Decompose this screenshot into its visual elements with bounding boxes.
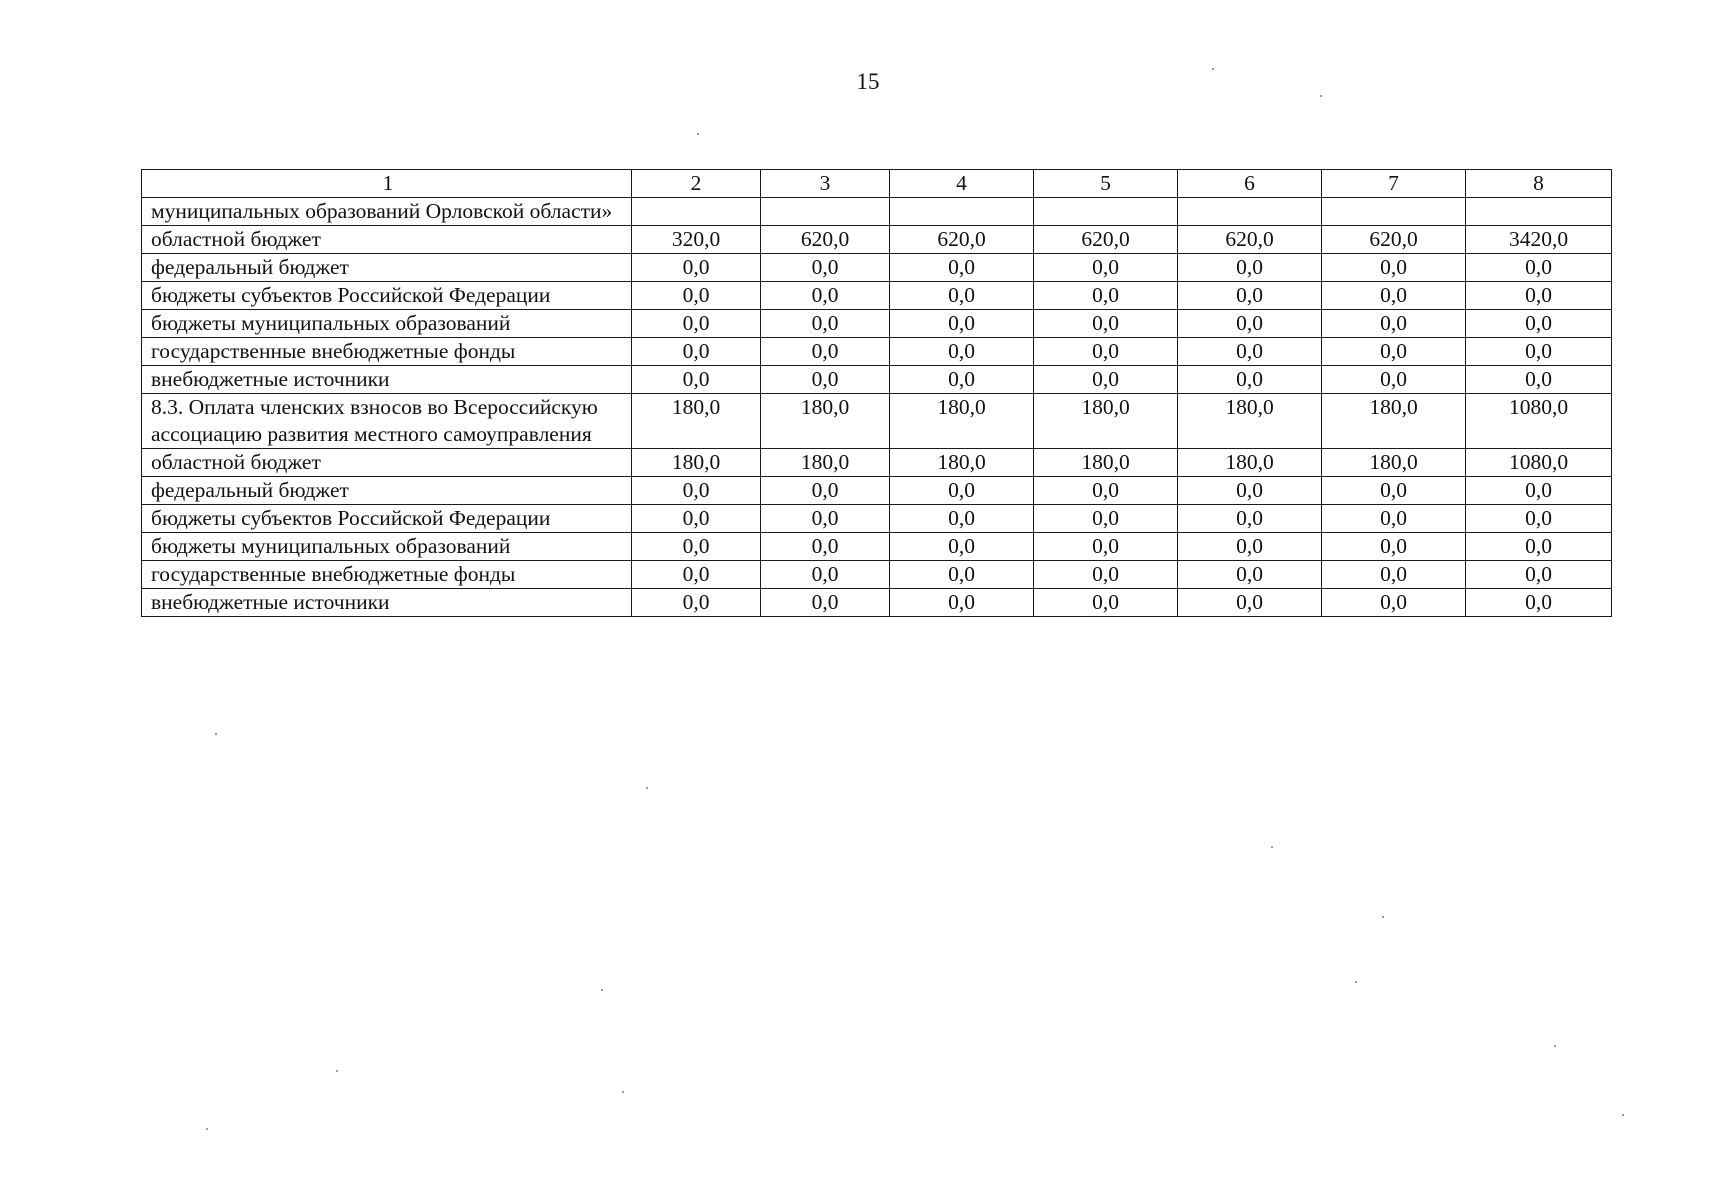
value-cell: 180,0 (890, 394, 1034, 449)
value-cell: 0,0 (890, 477, 1034, 505)
scan-speck (697, 133, 699, 135)
scan-speck (1355, 981, 1357, 983)
row-label-cell: муниципальных образований Орловской области» (142, 198, 632, 226)
row-label-cell: государственные внебюджетные фонды (142, 338, 632, 366)
table-row (142, 394, 1612, 449)
value-cell: 3420,0 (1466, 226, 1612, 254)
row-label-cell: федеральный бюджет (142, 477, 632, 505)
value-cell: 0,0 (890, 561, 1034, 589)
value-cell: 620,0 (890, 226, 1034, 254)
value-cell: 0,0 (890, 589, 1034, 617)
value-cell: 0,0 (1034, 533, 1178, 561)
value-cell (1034, 198, 1178, 226)
row-label-cell: федеральный бюджет (142, 254, 632, 282)
header-cell: 8 (1466, 170, 1612, 198)
scan-speck (1382, 916, 1384, 918)
value-cell: 0,0 (1466, 589, 1612, 617)
row-label-cell: внебюджетные источники (142, 589, 632, 617)
value-cell: 0,0 (632, 505, 761, 533)
value-cell: 0,0 (1178, 561, 1322, 589)
table-row (142, 282, 1612, 310)
table-row (142, 505, 1612, 533)
value-cell: 0,0 (632, 533, 761, 561)
value-cell: 0,0 (1034, 505, 1178, 533)
value-cell: 180,0 (1034, 394, 1178, 449)
value-cell: 180,0 (1322, 394, 1466, 449)
value-cell: 0,0 (1034, 282, 1178, 310)
value-cell: 0,0 (890, 366, 1034, 394)
value-cell: 180,0 (1322, 449, 1466, 477)
value-cell: 0,0 (1466, 310, 1612, 338)
header-cell: 2 (632, 170, 761, 198)
value-cell: 0,0 (890, 533, 1034, 561)
value-cell: 0,0 (761, 310, 890, 338)
scan-speck (601, 989, 603, 991)
header-cell: 3 (761, 170, 890, 198)
table-row (142, 561, 1612, 589)
row-label-cell: бюджеты муниципальных образований (142, 310, 632, 338)
value-cell: 0,0 (1034, 254, 1178, 282)
value-cell: 0,0 (761, 505, 890, 533)
value-cell: 0,0 (1322, 310, 1466, 338)
table-row (142, 198, 1612, 226)
value-cell: 180,0 (761, 394, 890, 449)
value-cell: 180,0 (890, 449, 1034, 477)
value-cell: 1080,0 (1466, 449, 1612, 477)
table-row (142, 477, 1612, 505)
value-cell: 0,0 (1178, 533, 1322, 561)
scan-speck (1554, 1045, 1556, 1047)
row-label-cell: бюджеты субъектов Российской Федерации (142, 505, 632, 533)
value-cell: 0,0 (761, 254, 890, 282)
value-cell: 0,0 (1034, 561, 1178, 589)
row-label-cell: областной бюджет (142, 449, 632, 477)
value-cell: 0,0 (1322, 366, 1466, 394)
value-cell: 0,0 (632, 282, 761, 310)
scan-speck (1622, 1114, 1624, 1116)
value-cell: 0,0 (1178, 477, 1322, 505)
value-cell (1322, 198, 1466, 226)
scan-speck (646, 787, 648, 789)
value-cell: 320,0 (632, 226, 761, 254)
value-cell: 180,0 (632, 394, 761, 449)
row-label-cell: государственные внебюджетные фонды (142, 561, 632, 589)
header-cell: 7 (1322, 170, 1466, 198)
budget-table-body (142, 170, 1612, 617)
table-row (142, 449, 1612, 477)
value-cell (1466, 198, 1612, 226)
scan-speck (1212, 68, 1214, 70)
table-row (142, 254, 1612, 282)
table-row (142, 533, 1612, 561)
row-label-cell: областной бюджет (142, 226, 632, 254)
value-cell: 0,0 (761, 589, 890, 617)
value-cell (1178, 198, 1322, 226)
scan-speck (336, 1070, 338, 1072)
value-cell: 0,0 (1466, 505, 1612, 533)
value-cell: 0,0 (1322, 589, 1466, 617)
value-cell: 0,0 (1034, 477, 1178, 505)
value-cell: 620,0 (1034, 226, 1178, 254)
table-row (142, 226, 1612, 254)
value-cell: 0,0 (632, 589, 761, 617)
scan-speck (215, 733, 217, 735)
value-cell: 0,0 (632, 366, 761, 394)
value-cell: 620,0 (1322, 226, 1466, 254)
value-cell: 180,0 (1178, 449, 1322, 477)
value-cell: 0,0 (1466, 533, 1612, 561)
value-cell: 0,0 (1178, 366, 1322, 394)
value-cell: 0,0 (1178, 310, 1322, 338)
page-number: 15 (856, 69, 880, 94)
value-cell: 0,0 (1466, 282, 1612, 310)
value-cell: 0,0 (1466, 338, 1612, 366)
value-cell: 0,0 (632, 338, 761, 366)
row-label-cell: внебюджетные источники (142, 366, 632, 394)
scan-speck (1271, 846, 1273, 848)
budget-table (141, 169, 1612, 617)
row-label-cell: 8.3. Оплата членских взносов во Всероссийскую ассоциацию развития местного самоуправления (142, 394, 632, 449)
value-cell: 0,0 (890, 282, 1034, 310)
scan-speck (622, 1091, 624, 1093)
table-row (142, 338, 1612, 366)
value-cell: 180,0 (632, 449, 761, 477)
value-cell: 180,0 (761, 449, 890, 477)
header-cell: 5 (1034, 170, 1178, 198)
value-cell: 0,0 (1178, 589, 1322, 617)
value-cell: 0,0 (1178, 505, 1322, 533)
value-cell: 0,0 (1034, 310, 1178, 338)
value-cell: 0,0 (632, 477, 761, 505)
value-cell: 1080,0 (1466, 394, 1612, 449)
value-cell: 0,0 (1322, 505, 1466, 533)
value-cell: 0,0 (890, 310, 1034, 338)
value-cell: 0,0 (890, 338, 1034, 366)
header-cell: 1 (142, 170, 632, 198)
value-cell: 0,0 (1034, 589, 1178, 617)
value-cell: 0,0 (1322, 282, 1466, 310)
value-cell: 0,0 (1178, 254, 1322, 282)
value-cell: 0,0 (632, 254, 761, 282)
value-cell: 0,0 (761, 338, 890, 366)
value-cell: 0,0 (761, 561, 890, 589)
scan-speck (206, 1128, 208, 1130)
value-cell: 0,0 (1322, 533, 1466, 561)
value-cell (632, 198, 761, 226)
value-cell: 0,0 (1322, 477, 1466, 505)
value-cell: 0,0 (761, 533, 890, 561)
value-cell: 180,0 (1034, 449, 1178, 477)
row-label-cell: бюджеты муниципальных образований (142, 533, 632, 561)
value-cell: 0,0 (1466, 366, 1612, 394)
value-cell: 0,0 (1034, 338, 1178, 366)
row-label-cell: бюджеты субъектов Российской Федерации (142, 282, 632, 310)
scan-speck (1320, 95, 1322, 97)
value-cell: 0,0 (632, 310, 761, 338)
value-cell: 620,0 (761, 226, 890, 254)
value-cell: 0,0 (1034, 366, 1178, 394)
table-row (142, 366, 1612, 394)
value-cell: 0,0 (761, 366, 890, 394)
value-cell: 0,0 (890, 254, 1034, 282)
header-cell: 4 (890, 170, 1034, 198)
header-cell: 6 (1178, 170, 1322, 198)
table-header-row (142, 170, 1612, 198)
value-cell: 0,0 (1178, 282, 1322, 310)
value-cell (761, 198, 890, 226)
value-cell: 620,0 (1178, 226, 1322, 254)
value-cell: 0,0 (761, 282, 890, 310)
value-cell: 180,0 (1178, 394, 1322, 449)
value-cell (890, 198, 1034, 226)
value-cell: 0,0 (1322, 338, 1466, 366)
value-cell: 0,0 (1466, 254, 1612, 282)
value-cell: 0,0 (890, 505, 1034, 533)
table-row (142, 310, 1612, 338)
value-cell: 0,0 (1178, 338, 1322, 366)
value-cell: 0,0 (761, 477, 890, 505)
value-cell: 0,0 (1322, 561, 1466, 589)
value-cell: 0,0 (632, 561, 761, 589)
value-cell: 0,0 (1466, 561, 1612, 589)
table-row (142, 589, 1612, 617)
value-cell: 0,0 (1466, 477, 1612, 505)
value-cell: 0,0 (1322, 254, 1466, 282)
